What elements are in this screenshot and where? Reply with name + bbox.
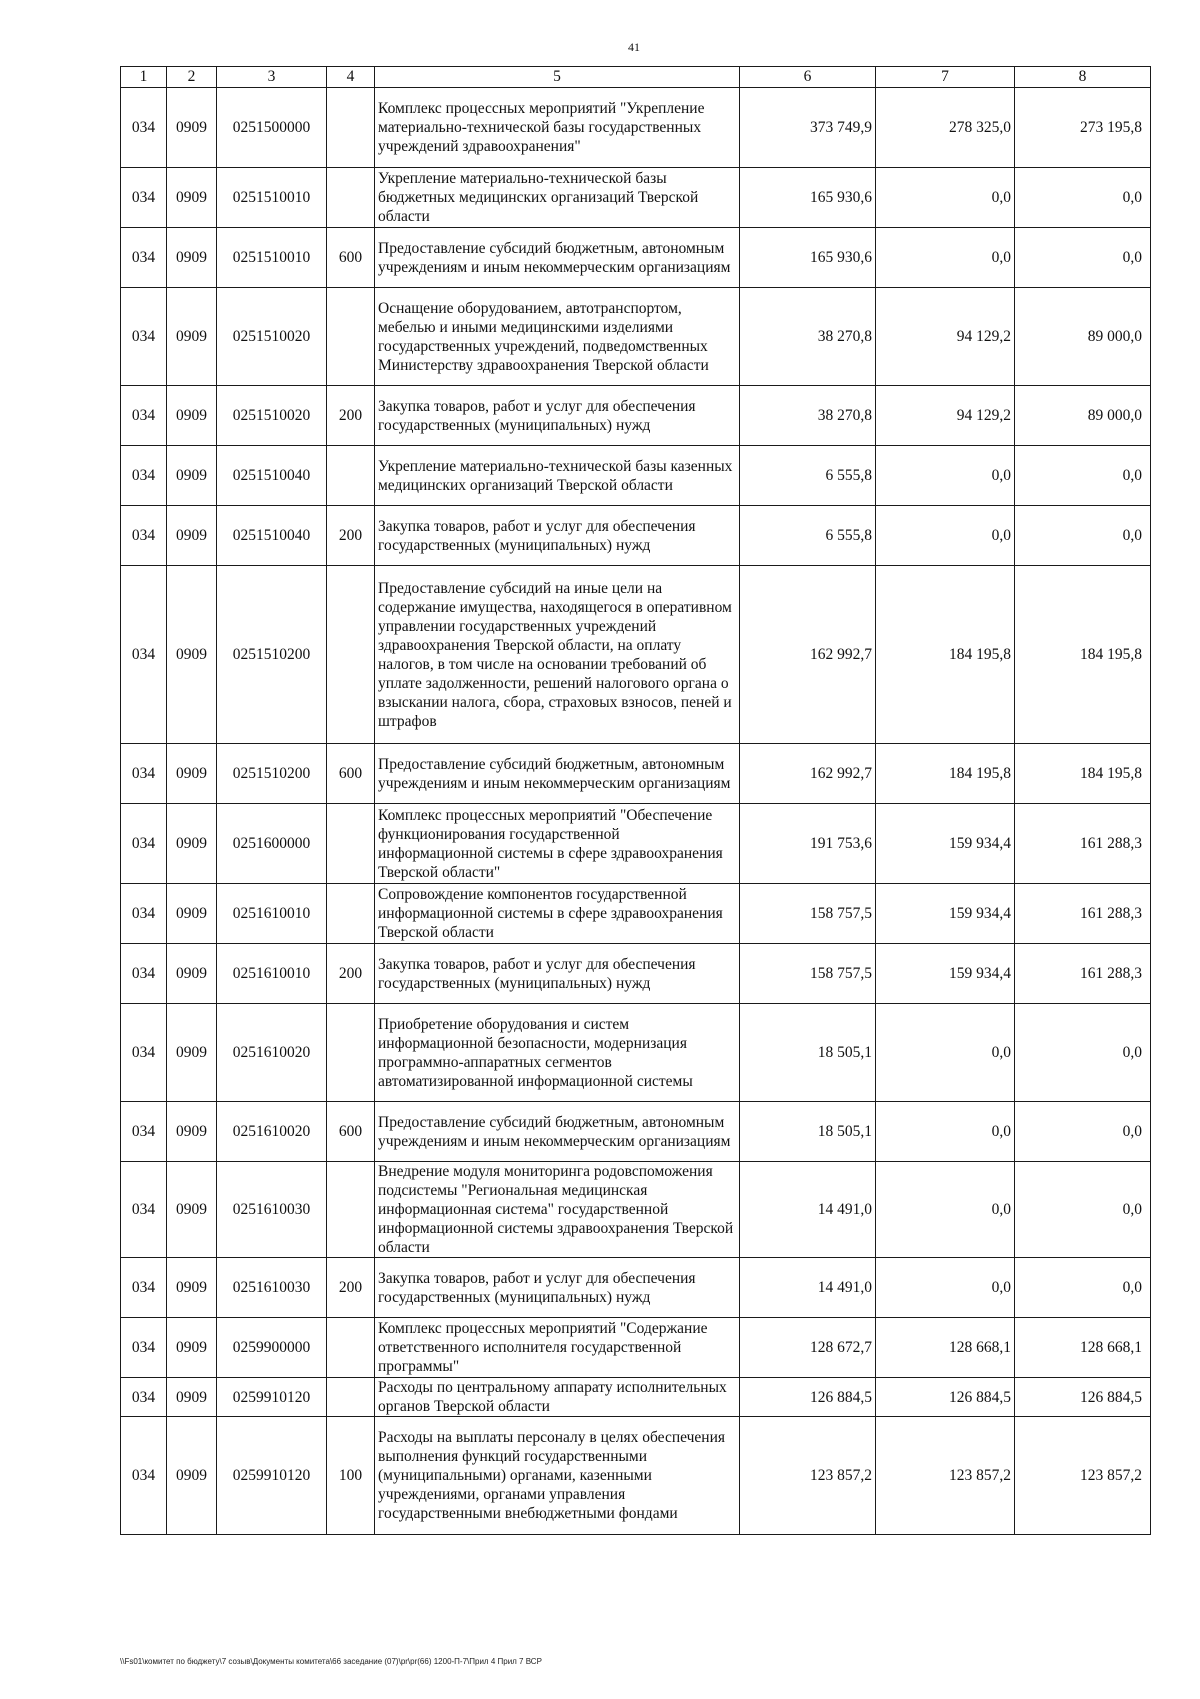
target-article-cell: 0259910120 — [217, 1417, 327, 1535]
table-row — [121, 1162, 1151, 1258]
amount-2026-cell: 89 000,0 — [1015, 288, 1151, 386]
target-article-cell: 0251600000 — [217, 804, 327, 884]
ved-code-cell: 034 — [121, 168, 167, 228]
amount-2026-cell: 128 668,1 — [1015, 1318, 1151, 1378]
expense-type-cell: 100 — [327, 1417, 375, 1535]
amount-2024-cell: 6 555,8 — [740, 446, 876, 506]
item-name-cell: Комплекс процессных мероприятий "Обеспечение функционирования государственной информационной системы в сфере здравоохранения Тверской области" — [375, 804, 740, 884]
section-code-cell: 0909 — [167, 1004, 217, 1102]
expense-type-cell: 200 — [327, 1258, 375, 1318]
item-name-cell: Закупка товаров, работ и услуг для обеспечения государственных (муниципальных) нужд — [375, 386, 740, 446]
column-number: 8 — [1015, 67, 1151, 88]
table-row — [121, 1318, 1151, 1378]
section-code-cell: 0909 — [167, 566, 217, 744]
item-name-cell: Комплекс процессных мероприятий "Содержание ответственного исполнителя государственной программы" — [375, 1318, 740, 1378]
amount-2025-cell: 159 934,4 — [876, 944, 1015, 1004]
expense-type-cell: 600 — [327, 1102, 375, 1162]
amount-2024-cell: 38 270,8 — [740, 386, 876, 446]
expense-type-cell — [327, 88, 375, 168]
table-row — [121, 944, 1151, 1004]
column-number: 6 — [740, 67, 876, 88]
section-code-cell: 0909 — [167, 168, 217, 228]
amount-2026-cell: 184 195,8 — [1015, 744, 1151, 804]
item-name-cell: Закупка товаров, работ и услуг для обеспечения государственных (муниципальных) нужд — [375, 1258, 740, 1318]
item-name-cell: Расходы на выплаты персоналу в целях обеспечения выполнения функций государственными (муниципальными) органами, казенными учреждениями, органами управления государственными внебюджетными фондами — [375, 1417, 740, 1535]
expense-type-cell — [327, 446, 375, 506]
table-row — [121, 804, 1151, 884]
amount-2025-cell: 184 195,8 — [876, 744, 1015, 804]
expense-type-cell: 600 — [327, 228, 375, 288]
amount-2024-cell: 18 505,1 — [740, 1102, 876, 1162]
table-row — [121, 88, 1151, 168]
amount-2025-cell: 0,0 — [876, 506, 1015, 566]
section-code-cell: 0909 — [167, 228, 217, 288]
ved-code-cell: 034 — [121, 1162, 167, 1258]
item-name-cell: Сопровождение компонентов государственной информационной системы в сфере здравоохранения Тверской области — [375, 884, 740, 944]
target-article-cell: 0251610030 — [217, 1162, 327, 1258]
amount-2026-cell: 0,0 — [1015, 1162, 1151, 1258]
ved-code-cell: 034 — [121, 1378, 167, 1417]
column-number-row — [121, 67, 1151, 88]
ved-code-cell: 034 — [121, 566, 167, 744]
column-number: 7 — [876, 67, 1015, 88]
amount-2026-cell: 161 288,3 — [1015, 804, 1151, 884]
table-body — [121, 88, 1151, 1535]
expense-type-cell — [327, 1378, 375, 1417]
section-code-cell: 0909 — [167, 1102, 217, 1162]
section-code-cell: 0909 — [167, 1162, 217, 1258]
amount-2024-cell: 162 992,7 — [740, 566, 876, 744]
target-article-cell: 0251510020 — [217, 288, 327, 386]
target-article-cell: 0251510010 — [217, 168, 327, 228]
amount-2024-cell: 128 672,7 — [740, 1318, 876, 1378]
section-code-cell: 0909 — [167, 1258, 217, 1318]
amount-2026-cell: 184 195,8 — [1015, 566, 1151, 744]
item-name-cell: Укрепление материально-технической базы бюджетных медицинских организаций Тверской области — [375, 168, 740, 228]
amount-2026-cell: 0,0 — [1015, 1102, 1151, 1162]
section-code-cell: 0909 — [167, 506, 217, 566]
ved-code-cell: 034 — [121, 744, 167, 804]
amount-2025-cell: 0,0 — [876, 1162, 1015, 1258]
ved-code-cell: 034 — [121, 1102, 167, 1162]
amount-2024-cell: 165 930,6 — [740, 228, 876, 288]
ved-code-cell: 034 — [121, 446, 167, 506]
amount-2024-cell: 14 491,0 — [740, 1258, 876, 1318]
amount-2026-cell: 0,0 — [1015, 168, 1151, 228]
amount-2025-cell: 0,0 — [876, 1258, 1015, 1318]
column-number: 1 — [121, 67, 167, 88]
amount-2026-cell: 161 288,3 — [1015, 944, 1151, 1004]
table-row — [121, 446, 1151, 506]
target-article-cell: 0251510040 — [217, 506, 327, 566]
expense-type-cell: 200 — [327, 506, 375, 566]
amount-2025-cell: 0,0 — [876, 1102, 1015, 1162]
item-name-cell: Приобретение оборудования и систем информационной безопасности, модернизация программно-аппаратных сегментов автоматизированной информационной системы — [375, 1004, 740, 1102]
amount-2025-cell: 128 668,1 — [876, 1318, 1015, 1378]
expense-type-cell — [327, 804, 375, 884]
amount-2026-cell: 0,0 — [1015, 228, 1151, 288]
amount-2026-cell: 0,0 — [1015, 506, 1151, 566]
item-name-cell: Предоставление субсидий бюджетным, автономным учреждениям и иным некоммерческим организациям — [375, 1102, 740, 1162]
target-article-cell: 0251610010 — [217, 944, 327, 1004]
item-name-cell: Предоставление субсидий бюджетным, автономным учреждениям и иным некоммерческим организациям — [375, 744, 740, 804]
footer-file-path: \\Fs01\комитет по бюджету\7 созыв\Документы комитета\66 заседание (07)\pr\pr(66) 1200-П-7\Прил 4 Прил 7 ВСР — [120, 1657, 542, 1666]
item-name-cell: Предоставление субсидий на иные цели на содержание имущества, находящегося в оперативном управлении государственных учреждений здравоохранения Тверской области, на оплату налогов, в том числе на основании требований об уплате задолженности, решений налогового органа о взыскании налога, сбора, страховых взносов, пеней и штрафов — [375, 566, 740, 744]
ved-code-cell: 034 — [121, 88, 167, 168]
section-code-cell: 0909 — [167, 1417, 217, 1535]
section-code-cell: 0909 — [167, 1318, 217, 1378]
amount-2024-cell: 158 757,5 — [740, 944, 876, 1004]
ved-code-cell: 034 — [121, 1417, 167, 1535]
table-row — [121, 1258, 1151, 1318]
table-row — [121, 566, 1151, 744]
amount-2025-cell: 0,0 — [876, 168, 1015, 228]
target-article-cell: 0251510040 — [217, 446, 327, 506]
amount-2025-cell: 159 934,4 — [876, 884, 1015, 944]
item-name-cell: Расходы по центральному аппарату исполнительных органов Тверской области — [375, 1378, 740, 1417]
column-number: 2 — [167, 67, 217, 88]
item-name-cell: Оснащение оборудованием, автотранспортом, мебелью и иными медицинскими изделиями государственных учреждений, подведомственных Министерству здравоохранения Тверской области — [375, 288, 740, 386]
target-article-cell: 0251510020 — [217, 386, 327, 446]
amount-2026-cell: 161 288,3 — [1015, 884, 1151, 944]
expense-type-cell — [327, 288, 375, 386]
item-name-cell: Закупка товаров, работ и услуг для обеспечения государственных (муниципальных) нужд — [375, 506, 740, 566]
amount-2024-cell: 191 753,6 — [740, 804, 876, 884]
column-number: 3 — [217, 67, 327, 88]
expense-type-cell — [327, 884, 375, 944]
table-row — [121, 1004, 1151, 1102]
expense-type-cell — [327, 1162, 375, 1258]
expense-type-cell: 200 — [327, 944, 375, 1004]
page-number: 41 — [628, 40, 640, 54]
section-code-cell: 0909 — [167, 804, 217, 884]
table-row — [121, 506, 1151, 566]
amount-2024-cell: 6 555,8 — [740, 506, 876, 566]
ved-code-cell: 034 — [121, 228, 167, 288]
section-code-cell: 0909 — [167, 884, 217, 944]
item-name-cell: Предоставление субсидий бюджетным, автономным учреждениям и иным некоммерческим организациям — [375, 228, 740, 288]
amount-2025-cell: 278 325,0 — [876, 88, 1015, 168]
target-article-cell: 0251610030 — [217, 1258, 327, 1318]
expense-type-cell — [327, 1004, 375, 1102]
table-row — [121, 1102, 1151, 1162]
amount-2024-cell: 14 491,0 — [740, 1162, 876, 1258]
table-row — [121, 288, 1151, 386]
table-row — [121, 1378, 1151, 1417]
expense-type-cell: 600 — [327, 744, 375, 804]
table-row — [121, 168, 1151, 228]
amount-2026-cell: 89 000,0 — [1015, 386, 1151, 446]
expense-type-cell — [327, 1318, 375, 1378]
amount-2025-cell: 0,0 — [876, 228, 1015, 288]
item-name-cell: Комплекс процессных мероприятий "Укрепление материально-технической базы государственных учреждений здравоохранения" — [375, 88, 740, 168]
amount-2025-cell: 94 129,2 — [876, 288, 1015, 386]
section-code-cell: 0909 — [167, 88, 217, 168]
ved-code-cell: 034 — [121, 288, 167, 386]
amount-2025-cell: 184 195,8 — [876, 566, 1015, 744]
ved-code-cell: 034 — [121, 506, 167, 566]
target-article-cell: 0251500000 — [217, 88, 327, 168]
ved-code-cell: 034 — [121, 944, 167, 1004]
amount-2025-cell: 159 934,4 — [876, 804, 1015, 884]
expense-type-cell — [327, 566, 375, 744]
amount-2024-cell: 18 505,1 — [740, 1004, 876, 1102]
expense-type-cell: 200 — [327, 386, 375, 446]
section-code-cell: 0909 — [167, 386, 217, 446]
amount-2026-cell: 0,0 — [1015, 1004, 1151, 1102]
table-row — [121, 744, 1151, 804]
expense-type-cell — [327, 168, 375, 228]
section-code-cell: 0909 — [167, 744, 217, 804]
target-article-cell: 0251610020 — [217, 1004, 327, 1102]
table-row — [121, 884, 1151, 944]
ved-code-cell: 034 — [121, 884, 167, 944]
item-name-cell: Закупка товаров, работ и услуг для обеспечения государственных (муниципальных) нужд — [375, 944, 740, 1004]
amount-2024-cell: 162 992,7 — [740, 744, 876, 804]
target-article-cell: 0251510010 — [217, 228, 327, 288]
item-name-cell: Укрепление материально-технической базы казенных медицинских организаций Тверской области — [375, 446, 740, 506]
target-article-cell: 0259910120 — [217, 1378, 327, 1417]
amount-2025-cell: 94 129,2 — [876, 386, 1015, 446]
amount-2026-cell: 123 857,2 — [1015, 1417, 1151, 1535]
amount-2024-cell: 158 757,5 — [740, 884, 876, 944]
target-article-cell: 0259900000 — [217, 1318, 327, 1378]
amount-2024-cell: 165 930,6 — [740, 168, 876, 228]
section-code-cell: 0909 — [167, 288, 217, 386]
amount-2026-cell: 126 884,5 — [1015, 1378, 1151, 1417]
amount-2026-cell: 0,0 — [1015, 1258, 1151, 1318]
budget-table — [120, 66, 1151, 1535]
amount-2025-cell: 126 884,5 — [876, 1378, 1015, 1417]
table-row — [121, 1417, 1151, 1535]
amount-2025-cell: 123 857,2 — [876, 1417, 1015, 1535]
ved-code-cell: 034 — [121, 804, 167, 884]
target-article-cell: 0251610010 — [217, 884, 327, 944]
amount-2026-cell: 273 195,8 — [1015, 88, 1151, 168]
ved-code-cell: 034 — [121, 1318, 167, 1378]
ved-code-cell: 034 — [121, 1258, 167, 1318]
amount-2025-cell: 0,0 — [876, 446, 1015, 506]
ved-code-cell: 034 — [121, 1004, 167, 1102]
section-code-cell: 0909 — [167, 1378, 217, 1417]
amount-2024-cell: 123 857,2 — [740, 1417, 876, 1535]
amount-2024-cell: 373 749,9 — [740, 88, 876, 168]
column-number: 4 — [327, 67, 375, 88]
amount-2026-cell: 0,0 — [1015, 446, 1151, 506]
table-row — [121, 228, 1151, 288]
amount-2025-cell: 0,0 — [876, 1004, 1015, 1102]
item-name-cell: Внедрение модуля мониторинга родовспоможения подсистемы "Региональная медицинская информационная система" государственной информационной системы здравоохранения Тверской области — [375, 1162, 740, 1258]
amount-2024-cell: 38 270,8 — [740, 288, 876, 386]
target-article-cell: 0251510200 — [217, 566, 327, 744]
ved-code-cell: 034 — [121, 386, 167, 446]
section-code-cell: 0909 — [167, 446, 217, 506]
amount-2024-cell: 126 884,5 — [740, 1378, 876, 1417]
table-row — [121, 386, 1151, 446]
column-number: 5 — [375, 67, 740, 88]
section-code-cell: 0909 — [167, 944, 217, 1004]
target-article-cell: 0251610020 — [217, 1102, 327, 1162]
target-article-cell: 0251510200 — [217, 744, 327, 804]
